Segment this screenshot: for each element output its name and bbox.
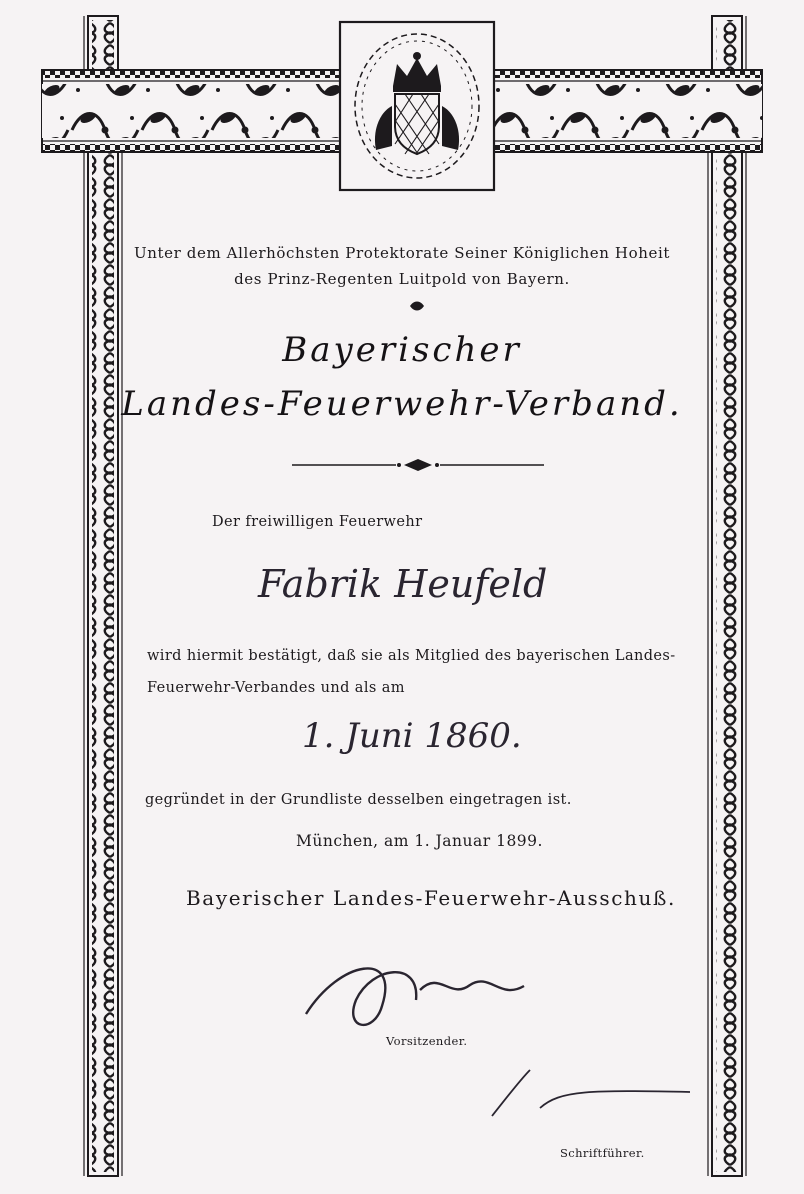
- title-line-1: Bayerischer: [282, 330, 522, 370]
- body-line-1: wird hiermit bestätigt, daß sie als Mitglied des bayerischen Landes-: [147, 648, 676, 664]
- place-and-date: München, am 1. Januar 1899.: [296, 832, 543, 850]
- founding-date: 1. Juni 1860.: [302, 716, 522, 756]
- body-line-3: gegründet in der Grundliste desselben eingetragen ist.: [145, 792, 572, 808]
- secretary-role: Schriftführer.: [560, 1146, 645, 1160]
- patronage-line-1: Unter dem Allerhöchsten Protektorate Seiner Königlichen Hoheit: [134, 244, 670, 262]
- committee-name: Bayerischer Landes-Feuerwehr-Ausschuß.: [186, 886, 676, 910]
- divider-ornament-small: [410, 302, 424, 311]
- coat-of-arms-emblem: [340, 22, 494, 190]
- body-line-2: Feuerwehr-Verbandes und als am: [147, 680, 405, 696]
- right-pillar: [708, 16, 746, 1176]
- chair-role: Vorsitzender.: [386, 1034, 468, 1048]
- recipient-name: Fabrik Heufeld: [258, 562, 548, 606]
- patronage-line-2: des Prinz-Regenten Luitpold von Bayern.: [234, 270, 570, 288]
- left-pillar: [84, 16, 122, 1176]
- title-line-2: Landes-Feuerwehr-Verband.: [121, 384, 683, 424]
- divider-ornament-rule: [292, 459, 544, 471]
- certificate-intro: Der freiwilligen Feuerwehr: [212, 514, 423, 530]
